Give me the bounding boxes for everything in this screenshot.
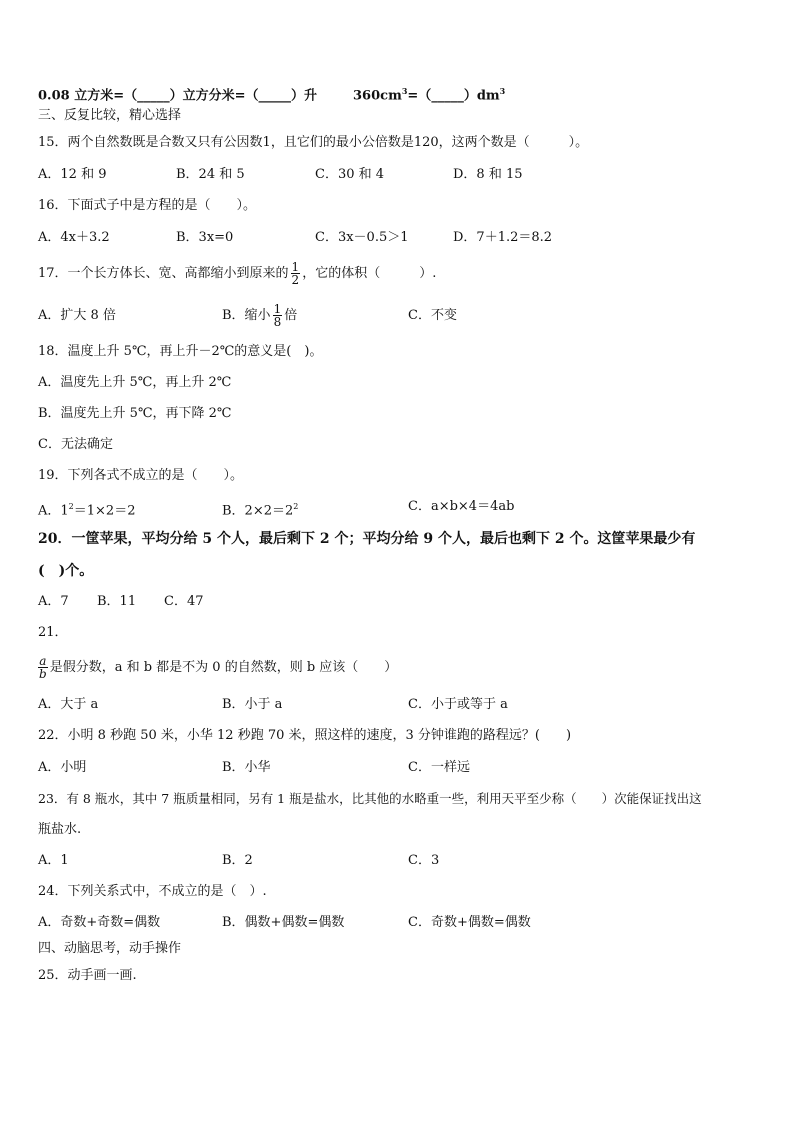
answer-blank[interactable]: _____ (258, 88, 291, 104)
q18-option-b[interactable]: B．温度先上升 5℃，再下降 2℃ (38, 406, 232, 421)
q24-option-b[interactable]: B．偶数+偶数=偶数 (222, 915, 345, 930)
question-20-cont: ( )个。 (38, 563, 94, 579)
q18-option-a[interactable]: A．温度先上升 5℃，再上升 2℃ (38, 375, 232, 390)
q16-option-c[interactable]: C．3x－0.5＞1 (315, 230, 409, 245)
question-21: $\frac{a}{b}$ 是假分数，a 和 b 都是不为 0 的自然数，则 b 应该（ ） (39, 654, 398, 681)
q19-option-c[interactable]: C．a×b×4＝4ab (408, 499, 515, 514)
answer-blank[interactable]: _____ (431, 88, 464, 104)
section-heading-4: 四、动脑思考，动手操作 (38, 941, 182, 956)
q17-option-b[interactable]: B．缩小 $\frac{1}{8}$ 倍 (222, 302, 298, 329)
q19-option-b[interactable]: B．$2\times 2=2^2$ (222, 502, 299, 519)
q24-option-a[interactable]: A．奇数+奇数=偶数 (38, 915, 161, 930)
q20-option-a[interactable]: A．7 (38, 594, 69, 609)
q21-option-a[interactable]: A．大于 a (38, 697, 99, 712)
question-18: 18．温度上升 5℃，再上升－2℃的意义是( )。 (38, 344, 323, 359)
q17-option-a[interactable]: A．扩大 8 倍 (38, 308, 116, 323)
question-22: 22．小明 8 秒跑 50 米，小华 12 秒跑 70 米，照这样的速度，3 分钟谁跑的路程远？( ) (38, 728, 572, 743)
q24-option-c[interactable]: C．奇数+偶数=偶数 (408, 915, 531, 930)
fraction-a-over-b: $\frac{a}{b}$ (39, 654, 47, 681)
q21-option-b[interactable]: B．小于 a (222, 697, 283, 712)
q20-option-c[interactable]: C．47 (164, 594, 204, 609)
q16-option-d[interactable]: D．7＋1.2＝8.2 (453, 230, 553, 245)
q16-option-a[interactable]: A．4x＋3.2 (38, 230, 110, 245)
question-21-number: 21． (38, 625, 68, 640)
answer-blank[interactable]: _____ (137, 88, 170, 104)
q16-option-b[interactable]: B．3x=0 (176, 230, 234, 245)
q21-option-c[interactable]: C．小于或等于 a (408, 697, 508, 712)
conversion-question: 0.08 立方米=（_____）立方分米=（_____）升 $360cm^3=(\_\_\_\_\_)dm^3$ (38, 86, 506, 104)
q17-option-c[interactable]: C．不变 (408, 308, 457, 323)
q23-option-b[interactable]: B．2 (222, 853, 253, 868)
question-24: 24．下列关系式中，不成立的是（ ）. (38, 884, 267, 899)
q15-option-d[interactable]: D．8 和 15 (453, 167, 523, 182)
question-16: 16．下面式子中是方程的是（ ）。 (38, 198, 257, 213)
q22-option-a[interactable]: A．小明 (38, 760, 87, 775)
q20-option-b[interactable]: B．11 (97, 594, 137, 609)
question-25: 25．动手画一画. (38, 968, 137, 983)
q19-option-a[interactable]: A．$1^2=1\times 2=2$ (38, 502, 136, 519)
q22-option-c[interactable]: C．一样远 (408, 760, 470, 775)
q18-option-c[interactable]: C．无法确定 (38, 437, 113, 452)
q15-option-a[interactable]: A．12 和 9 (38, 167, 107, 182)
question-20: 20．一筐苹果，平均分给 5 个人，最后剩下 2 个；平均分给 9 个人，最后也剩下 2 个。这筐苹果最少有 (38, 531, 696, 547)
q23-option-a[interactable]: A．1 (38, 853, 69, 868)
q22-option-b[interactable]: B．小华 (222, 760, 271, 775)
question-23: 23．有 8 瓶水，其中 7 瓶质量相同，另有 1 瓶是盐水，比其他的水略重一些，利用天平至少称（ ）次能保证找出这 (38, 791, 702, 806)
question-15: 15．两个自然数既是合数又只有公因数1，且它们的最小公倍数是120，这两个数是（ ）。 (38, 135, 589, 150)
section-heading-3: 三、反复比较，精心选择 (38, 108, 182, 123)
q15-option-b[interactable]: B．24 和 5 (176, 167, 245, 182)
q23-option-c[interactable]: C．3 (408, 853, 440, 868)
fraction-one-eighth: $\frac{1}{8}$ (273, 302, 282, 329)
question-17: 17．一个长方体长、宽、高都缩小到原来的 $\frac{1}{2}$ ，它的体积（ ）. (38, 260, 437, 287)
question-19: 19．下列各式不成立的是（ ）。 (38, 468, 244, 483)
q15-option-c[interactable]: C．30 和 4 (315, 167, 385, 182)
fraction-one-half: $\frac{1}{2}$ (291, 260, 300, 287)
question-23-cont: 瓶盐水. (38, 822, 82, 837)
